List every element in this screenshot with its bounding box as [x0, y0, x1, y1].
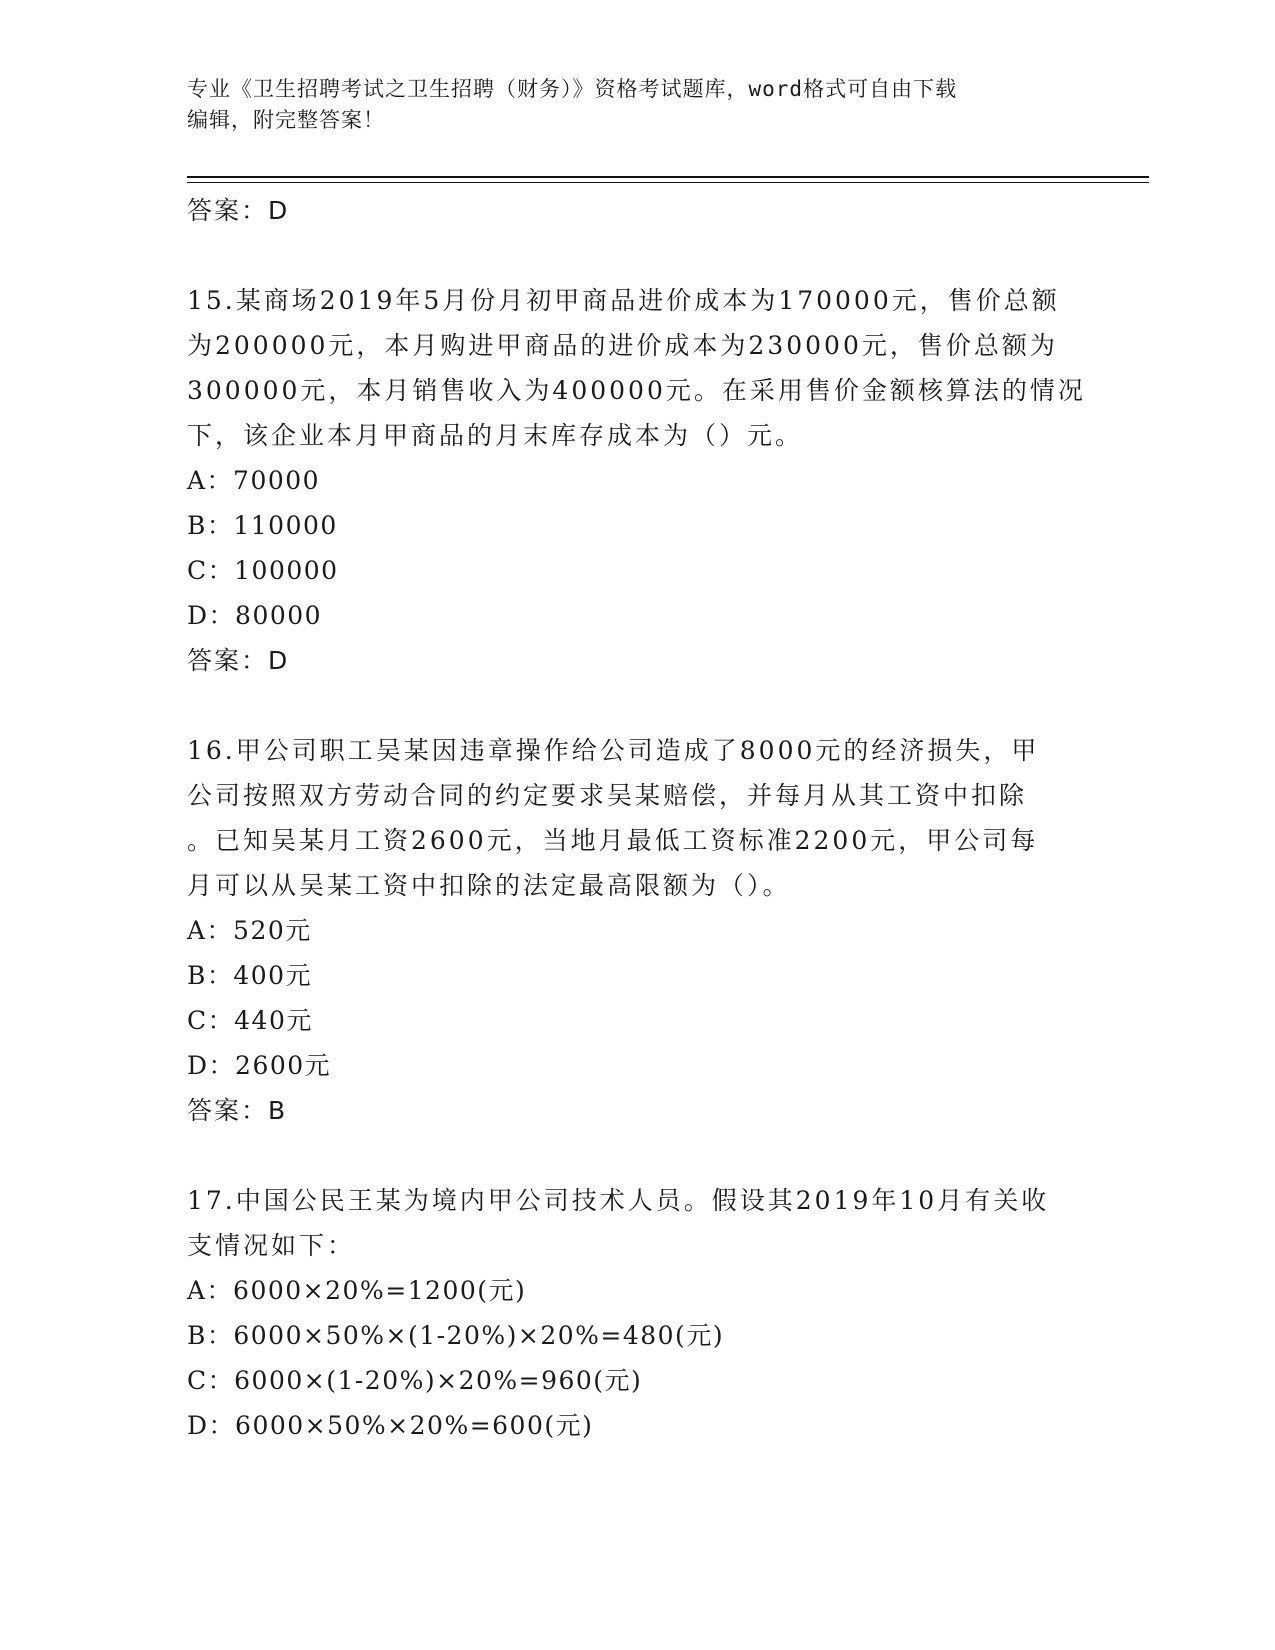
question-text-line: 16.甲公司职工吴某因违章操作给公司造成了8000元的经济损失，甲	[187, 736, 1040, 765]
option-a: A：6000×20%=1200(元)	[187, 1276, 527, 1305]
header-divider-thin	[187, 182, 1149, 183]
spacer	[187, 234, 1087, 278]
question-content	[187, 188, 1087, 1448]
question-text-line: 公司按照双方劳动合同的约定要求吴某赔偿，并每月从其工资中扣除	[187, 781, 1028, 810]
header-line-1: 专业《卫生招聘考试之卫生招聘（财务）》资格考试题库，word格式可自由下载	[187, 77, 958, 101]
question-15	[187, 278, 1087, 684]
question-text-line: 300000元，本月销售收入为400000元。在采用售价金额核算法的情况	[187, 376, 1086, 405]
question-17	[187, 1178, 1087, 1448]
header-divider-thick	[187, 176, 1149, 178]
answer-line: 答案：D	[187, 196, 290, 225]
document-header	[187, 74, 1067, 136]
spacer	[187, 1134, 1087, 1178]
option-a: A：70000	[187, 466, 321, 495]
question-text-line: 支情况如下：	[187, 1231, 356, 1260]
option-b: B：110000	[187, 511, 338, 540]
option-b: B：400元	[187, 961, 313, 990]
option-d: D：80000	[187, 601, 323, 630]
option-a: A：520元	[187, 916, 312, 945]
answer-line: 答案：B	[187, 1096, 288, 1125]
question-text-line: 15.某商场2019年5月份月初甲商品进价成本为170000元，售价总额	[187, 286, 1060, 315]
question-text-line: 下，该企业本月甲商品的月末库存成本为（）元。	[187, 421, 804, 450]
question-text-line: 17.中国公民王某为境内甲公司技术人员。假设其2019年10月有关收	[187, 1186, 1050, 1215]
option-d: D：2600元	[187, 1051, 332, 1080]
spacer	[187, 684, 1087, 728]
question-text-line: 。已知吴某月工资2600元，当地月最低工资标准2200元，甲公司每	[187, 826, 1039, 855]
option-d: D：6000×50%×20%=600(元)	[187, 1411, 594, 1440]
header-line-2: 编辑，附完整答案！	[187, 108, 385, 132]
question-text-line: 为200000元，本月购进甲商品的进价成本为230000元，售价总额为	[187, 331, 1058, 360]
option-b: B：6000×50%×(1-20%)×20%=480(元)	[187, 1321, 725, 1350]
question-text-line: 月可以从吴某工资中扣除的法定最高限额为（）。	[187, 871, 791, 900]
option-c: C：6000×(1-20%)×20%=960(元)	[187, 1366, 643, 1395]
option-c: C：440元	[187, 1006, 313, 1035]
option-c: C：100000	[187, 556, 339, 585]
answer-line: 答案：D	[187, 646, 290, 675]
question-16	[187, 728, 1087, 1134]
